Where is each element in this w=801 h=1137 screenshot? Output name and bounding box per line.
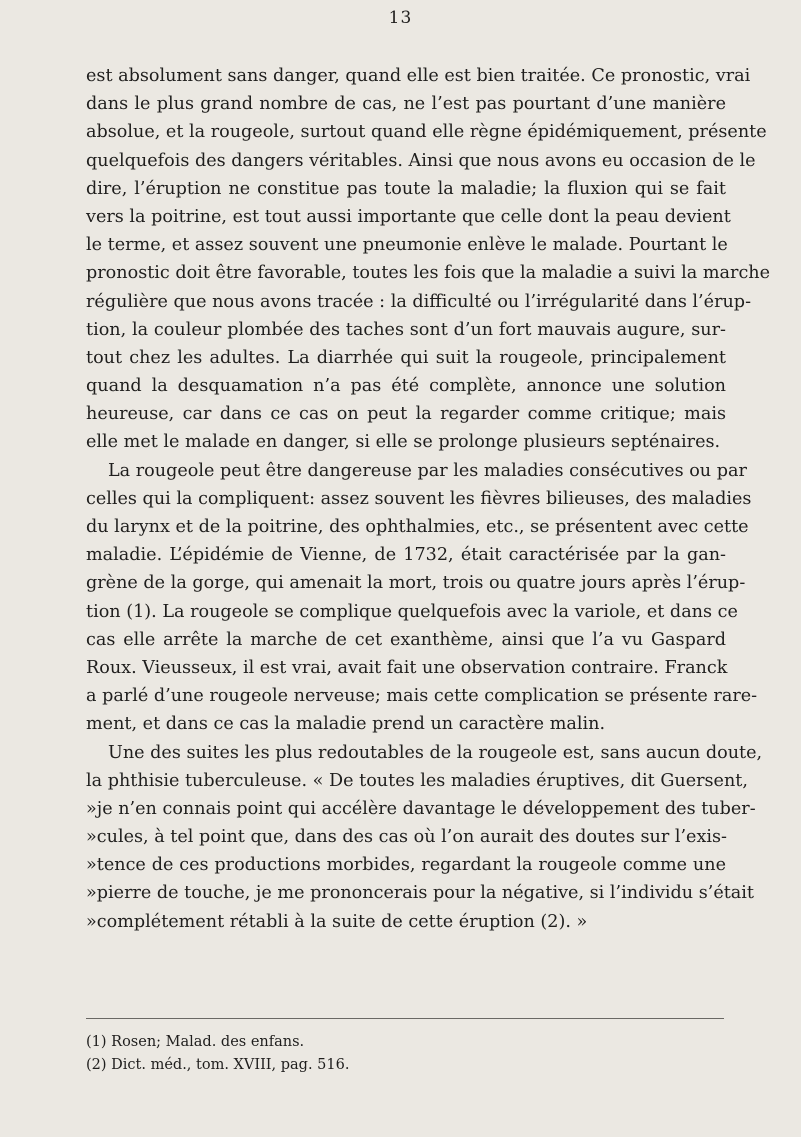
text-line: celles qui la compliquent: assez souvent les fièvres bilieuses, des maladies [86, 488, 752, 509]
text-line: Une des suites les plus redoutables de la rougeole est, sans aucun doute, [108, 742, 763, 763]
text-line: le terme, et assez souvent une pneumonie enlève le malade. Pourtant le [86, 235, 728, 256]
text-line: »je n’en connais point qui accélère davantage le développement des tuber- [86, 798, 756, 819]
text-line: tout chez les adultes. La diarrhée qui suit la rougeole, principalement [86, 347, 726, 368]
text-line: maladie. L’épidémie de Vienne, de 1732, était caractérisée par la gan- [86, 545, 726, 566]
text-line: ment, et dans ce cas la maladie prend un caractère malin. [86, 714, 606, 735]
text-line: heureuse, car dans ce cas on peut la regarder comme critique; mais [86, 404, 726, 425]
text-line: »tence de ces productions morbides, regardant la rougeole comme une [86, 855, 726, 876]
text-line: La rougeole peut être dangereuse par les maladies consécutives ou par [108, 460, 747, 481]
text-line: vers la poitrine, est tout aussi importante que celle dont la peau devient [86, 206, 731, 227]
text-line: »cules, à tel point que, dans des cas où l’on aurait des doutes sur l’exis- [86, 827, 727, 848]
text-line: pronostic doit être favorable, toutes les fois que la maladie a suivi la marche [86, 263, 771, 284]
text-line: la phthisie tuberculeuse. « De toutes les maladies éruptives, dit Guersent, [86, 770, 748, 791]
text-line: régulière que nous avons tracée : la difficulté ou l’irrégularité dans l’érup- [86, 291, 752, 312]
text-line: tion, la couleur plombée des taches sont d’un fort mauvais augure, sur- [86, 319, 726, 340]
footnote-divider [86, 1018, 724, 1019]
footnote-1: (1) Rosen; Malad. des enfans. [86, 1034, 305, 1050]
text-line: quand la desquamation n’a pas été complète, annonce une solution [86, 376, 726, 397]
text-line: est absolument sans danger, quand elle est bien traitée. Ce pronostic, vrai [86, 66, 751, 86]
page-number: 13 [388, 8, 413, 28]
text-line: absolue, et la rougeole, surtout quand elle règne épidémiquement, présente [86, 122, 767, 143]
text-line: Roux. Vieusseux, il est vrai, avait fait une observation contraire. Franck [86, 657, 728, 678]
text-line: grène de la gorge, qui amenait la mort, trois ou quatre jours après l’érup- [86, 573, 746, 594]
footnote-2: (2) Dict. méd., tom. XVIII, pag. 516. [86, 1057, 350, 1073]
paragraph [86, 62, 771, 457]
paragraph [86, 739, 763, 936]
body-text [86, 62, 771, 936]
footnotes [86, 1031, 726, 1077]
text-line: du larynx et de la poitrine, des ophthalmies, etc., se présentent avec cette [86, 517, 749, 537]
text-line: cas elle arrête la marche de cet exanthème, ainsi que l’a vu Gaspard [86, 629, 726, 650]
text-line: elle met le malade en danger, si elle se prolonge plusieurs septénaires. [86, 432, 721, 453]
text-line: a parlé d’une rougeole nerveuse; mais cette complication se présente rare- [86, 686, 758, 707]
text-line: »complétement rétabli à la suite de cette éruption (2). » [86, 911, 588, 932]
text-line: dire, l’éruption ne constitue pas toute la maladie; la fluxion qui se fait [86, 178, 726, 199]
text-line: tion (1). La rougeole se complique quelquefois avec la variole, et dans ce [86, 601, 738, 622]
text-line: »pierre de touche, je me prononcerais pour la négative, si l’individu s’était [86, 883, 754, 904]
paragraph [86, 457, 758, 739]
text-line: dans le plus grand nombre de cas, ne l’est pas pourtant d’une manière [86, 94, 726, 115]
text-line: quelquefois des dangers véritables. Ainsi que nous avons eu occasion de le [86, 150, 756, 171]
